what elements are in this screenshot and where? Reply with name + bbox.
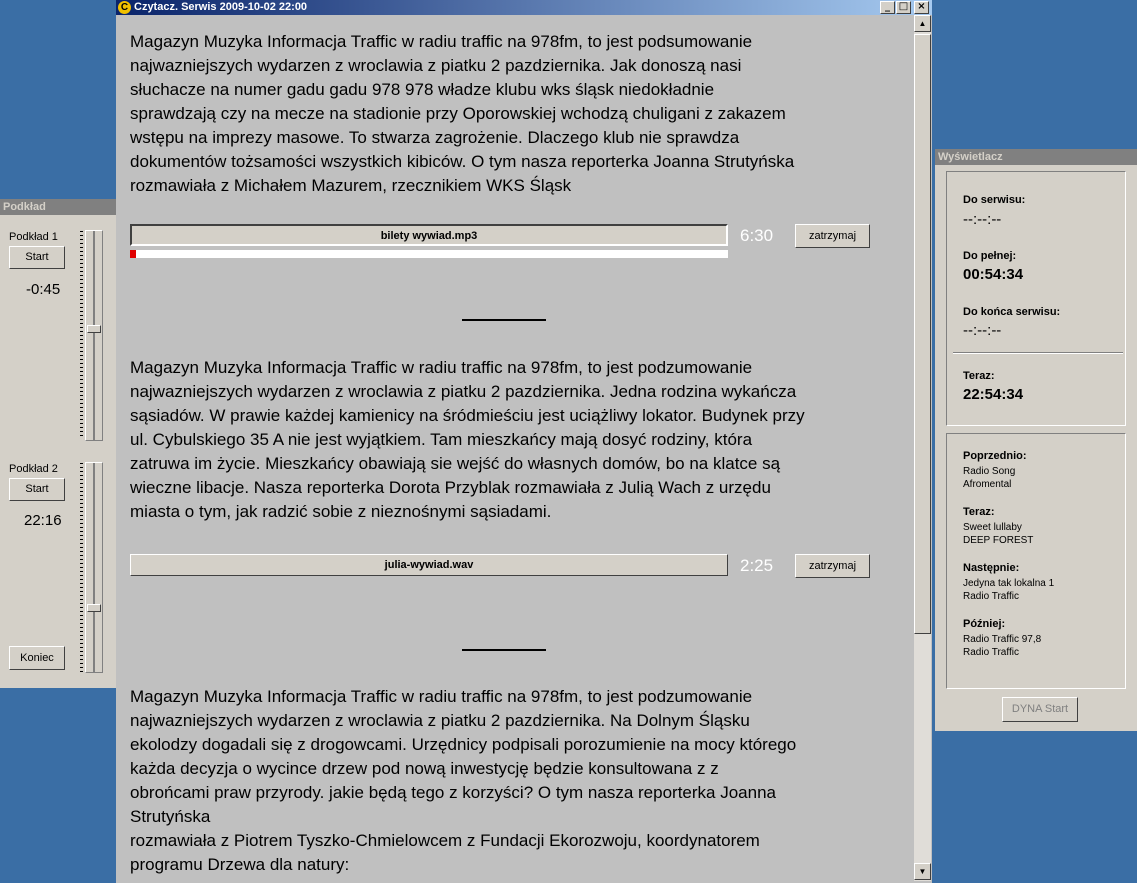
news-text-3: [130, 685, 870, 877]
reader-content: [116, 15, 913, 883]
stop-button-2[interactable]: zatrzymaj: [795, 554, 870, 578]
bed2-time: 22:16: [24, 512, 62, 529]
bed2-label: Podkład 2: [9, 463, 58, 475]
nastepnie-title: Jedyna tak lokalna 1: [963, 578, 1055, 589]
bed1-ticks: [80, 231, 83, 439]
do-pelnej-value: 00:54:34: [963, 266, 1024, 283]
news-line: dokumentów tożsamości wszystkich kibiców. O tym nasza reporterka Joanna Strutyńska: [130, 152, 795, 171]
audio-duration-2: 2:25: [740, 556, 774, 575]
teraz-artist: DEEP FOREST: [963, 535, 1034, 546]
reader-title: Czytacz. Serwis 2009-10-02 22:00: [134, 1, 308, 13]
pozniej-info: [963, 633, 1041, 659]
bed1-slider-groove: [93, 231, 95, 440]
bed2-slider-knob[interactable]: [87, 604, 101, 612]
separator-2: [462, 649, 546, 651]
news-line: wstępu na imprezy masowe. To stwarza zagrożenie. Dlaczego klub nie sprawdza: [130, 128, 740, 147]
news-line: słuchacze na numer gadu gadu 978 978 władze klubu wks śląsk niedokładnie: [130, 80, 715, 99]
scroll-up-icon[interactable]: ▲: [914, 15, 931, 32]
news-text-1: [130, 30, 870, 198]
bed2-start-button[interactable]: Start: [9, 478, 65, 501]
end-button[interactable]: Koniec: [9, 646, 65, 670]
pozniej-artist: Radio Traffic: [963, 647, 1019, 658]
bed1-time: -0:45: [26, 281, 61, 298]
maximize-icon[interactable]: □: [896, 1, 911, 14]
countdown-divider: [953, 352, 1123, 354]
bed1-label: Podkład 1: [9, 231, 58, 243]
news-line: ul. Cybulskiego 35 A nie jest wyjątkiem. Tam mieszkańcy mają dosyć rodziny, która: [130, 430, 753, 449]
bed2-slider-groove: [93, 463, 95, 672]
poprzednio-info: [963, 465, 1015, 491]
news-line: najwazniejszych wydarzen z wroclawia z piatku 2 pazdziernika. Na Dolnym Śląsku: [130, 711, 750, 730]
news-line: wieczne libacje. Nasza reporterka Dorota Przyblak rozmawiała z Julią Wach z urzędu: [130, 478, 771, 497]
audio-file-button-1[interactable]: bilety wywiad.mp3: [130, 224, 728, 246]
news-line: programu Drzewa dla natury:: [130, 855, 350, 874]
separator-1: [462, 319, 546, 321]
teraz-info: [963, 521, 1033, 547]
dyna-start-button[interactable]: DYNA Start: [1002, 697, 1078, 722]
nastepnie-info: [963, 577, 1054, 603]
news-line: rozmawiała z Michałem Mazurem, rzecznikiem WKS Śląsk: [130, 176, 572, 195]
reader-window: [116, 0, 932, 883]
news-line: najwazniejszych wydarzen z wroclawia z piatku 2 pazdziernika. Jak donoszą nasi: [130, 56, 742, 75]
reader-titlebar: [116, 0, 932, 15]
news-line: Strutyńska: [130, 807, 211, 826]
bed2-volume-slider[interactable]: [85, 462, 103, 673]
bed1-volume-slider[interactable]: [85, 230, 103, 441]
vertical-scrollbar[interactable]: [914, 15, 931, 881]
news-line: ekolodzy dogadali się z drogowcami. Urzędnicy podpisali porozumienie na mocy którego: [130, 735, 797, 754]
do-konca-label: Do końca serwisu:: [963, 306, 1061, 318]
news-line: obrońcami praw przyrody. jakie będą tego z korzyści? O tym nasza reporterka Joanna: [130, 783, 776, 802]
display-panel-title: Wyświetlacz: [935, 149, 1137, 165]
news-line: Magazyn Muzyka Informacja Traffic w radiu traffic na 978fm, to jest podzumowanie: [130, 687, 753, 706]
news-line: najwazniejszych wydarzen z wroclawia z piatku 2 pazdziernika. Jedna rodzina wykańcza: [130, 382, 797, 401]
news-line: sąsiadów. W prawie każdej kamienicy na śródmieściu jest uciążliwy lokator. Budynek przy: [130, 406, 805, 425]
poprzednio-artist: Afromental: [963, 479, 1012, 490]
bed-panel-title: Podkład: [0, 199, 116, 215]
scroll-thumb[interactable]: [914, 34, 931, 634]
audio-progress-fill: [130, 250, 136, 258]
nastepnie-artist: Radio Traffic: [963, 591, 1019, 602]
bed2-ticks: [80, 463, 83, 673]
teraz-time-value: 22:54:34: [963, 386, 1024, 403]
bed-panel: [0, 199, 116, 688]
do-konca-value: --:--:--: [963, 322, 1002, 339]
close-icon[interactable]: ×: [914, 1, 929, 14]
scroll-down-icon[interactable]: ▼: [914, 863, 931, 880]
pozniej-title: Radio Traffic 97,8: [963, 634, 1042, 645]
do-serwisu-label: Do serwisu:: [963, 194, 1026, 206]
teraz-label: Teraz:: [963, 506, 995, 518]
do-pelnej-label: Do pełnej:: [963, 250, 1017, 262]
news-line: miasta o tym, jak radzić sobie z nieznośnymi sąsiadami.: [130, 502, 552, 521]
audio-progress-1: [130, 250, 728, 258]
app-icon: C: [118, 1, 131, 14]
teraz-title: Sweet lullaby: [963, 522, 1022, 533]
audio-duration-1: 6:30: [740, 226, 774, 245]
minimize-icon[interactable]: _: [880, 1, 895, 14]
bed1-slider-knob[interactable]: [87, 325, 101, 333]
news-line: sprawdzają czy na mecze na stadionie przy Oporowskiej wchodzą chuligani z zakazem: [130, 104, 786, 123]
nastepnie-label: Następnie:: [963, 562, 1020, 574]
news-line: Magazyn Muzyka Informacja Traffic w radiu traffic na 978fm, to jest podzumowanie: [130, 358, 753, 377]
news-line: Magazyn Muzyka Informacja Traffic w radiu traffic na 978fm, to jest podsumowanie: [130, 32, 753, 51]
news-line: zatruwa im życie. Mieszkańcy obawiają sie wejść do własnych domów, bo na klatce są: [130, 454, 781, 473]
poprzednio-label: Poprzednio:: [963, 450, 1027, 462]
news-line: każda decyzja o wycince drzew pod nową inwestycję będzie konsultowana z z: [130, 759, 719, 778]
stop-button-1[interactable]: zatrzymaj: [795, 224, 870, 248]
display-panel: [935, 149, 1137, 731]
audio-file-button-2[interactable]: julia-wywiad.wav: [130, 554, 728, 576]
teraz-time-label: Teraz:: [963, 370, 995, 382]
do-serwisu-value: --:--:--: [963, 211, 1002, 228]
news-line: rozmawiała z Piotrem Tyszko-Chmielowcem z Fundacji Ekorozwoju, koordynatorem: [130, 831, 760, 850]
pozniej-label: Później:: [963, 618, 1006, 630]
news-text-2: [130, 356, 870, 524]
bed1-start-button[interactable]: Start: [9, 246, 65, 269]
poprzednio-title: Radio Song: [963, 466, 1016, 477]
